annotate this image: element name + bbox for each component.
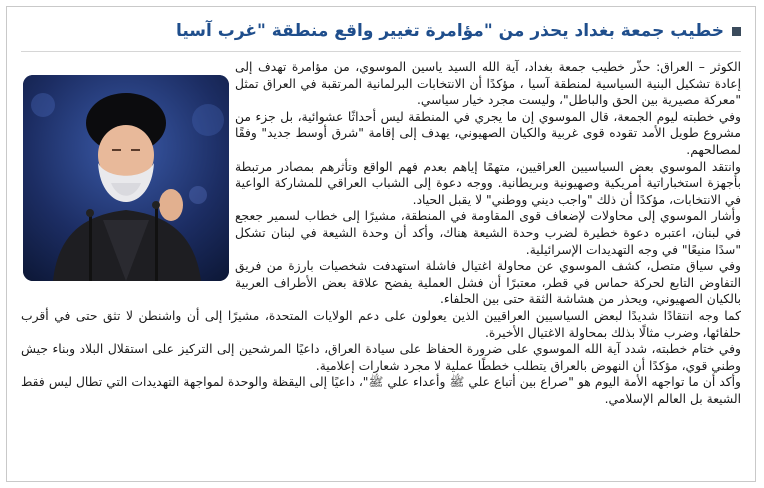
article-paragraph: وانتقد الموسوي بعض السياسيين العراقيين، متهمًا إياهم بعدم فهم الواقع وتأثرهم بمصادر مرتبطة بأجهزة استخباراتية أمريكية وصهيونية وبريطانية. ووجه دعوة إلى الشباب العراقي للمشاركة الواعية في الانتخابات، مؤكدًا أن ذلك "واجب ديني ووطني" لا يقبل الحياد. <box>235 159 741 207</box>
article-body <box>21 59 741 471</box>
article-paragraph: وأكد أن ما تواجهه الأمة اليوم هو "صراع بين أتباع علي ﷺ وأعداء علي ﷺ"، داعيًا إلى اليقظة والوحدة لمواجهة التهديدات التي تطال ليس فقط الشيعة بل العالم الإسلامي. <box>21 375 741 406</box>
headline-row <box>21 17 741 45</box>
article-paragraph: وفي ختام خطبته، شدد آية الله الموسوي على ضرورة الحفاظ على سيادة العراق، داعيًا المرشحين إلى التركيز على استقلال البلاد وبناء جيش وطني قوي، مؤكدًا أن النهوض بالعراق يتطلب خططًا عملية لا مجرد شعارات إعلامية. <box>21 342 741 373</box>
article-headline[interactable]: خطيب جمعة بغداد يحذر من "مؤامرة تغيير واقع منطقة "غرب آسيا <box>175 21 724 41</box>
article-paragraph: الكوثر – العراق: حذّر خطيب جمعة بغداد، آية الله السيد ياسين الموسوي، من مؤامرة تهدف إلى إعادة تشكيل البنية السياسية لمنطقة آسيا ، مؤكدًا أن الانتخابات البرلمانية المرتقبة في العراق تمثل "معركة مصيرية بين الحق والباطل"، وليست مجرد خيار سياسي. <box>235 60 741 108</box>
article-paragraph: كما وجه انتقادًا شديدًا لبعض السياسيين العراقيين الذين يعولون على دعم الولايات المتحدة، مشيرًا إلى أن واشنطن لا تثق حتى في أقرب حلفائها، وضرب مثالًا بذلك بمحاولة الاغتيال الأخيرة. <box>21 308 741 340</box>
headline-divider <box>21 51 741 52</box>
square-bullet-icon <box>732 27 741 36</box>
article-paragraph: وفي خطبته ليوم الجمعة، قال الموسوي إن ما يجري في المنطقة ليس أحداثًا عشوائية، بل جزء من مشروع طويل الأمد تقوده قوى غربية والكيان الصهيوني، يهدف إلى إقامة "شرق أوسط جديد" وفقًا لمصالحهم. <box>235 109 741 157</box>
article-paragraph: وفي سياق متصل، كشف الموسوي عن محاولة اغتيال فاشلة استهدفت شخصيات بارزة من فريق التفاوض التابع لحركة حماس في قطر، معتبرًا أن فشل العملية يفضح علاقة بعض الأطراف العربية بالكيان الصهيوني، ويحذر من هشاشة الثقة حتى بين الحلفاء. <box>235 259 741 307</box>
article-frame <box>6 6 756 482</box>
article-paragraph: وأشار الموسوي إلى محاولات لإضعاف قوى المقاومة في المنطقة، مشيرًا إلى خطاب لسمير جعجع في لبنان، اعتبره دعوة خطيرة لضرب وحدة الشيعة هناك، وأكد أن وحدة الشيعة في لبنان تشكل "سدًا منيعًا" في وجه التهديدات الإسرائيلية. <box>235 209 741 257</box>
photo-spacer <box>21 59 235 285</box>
